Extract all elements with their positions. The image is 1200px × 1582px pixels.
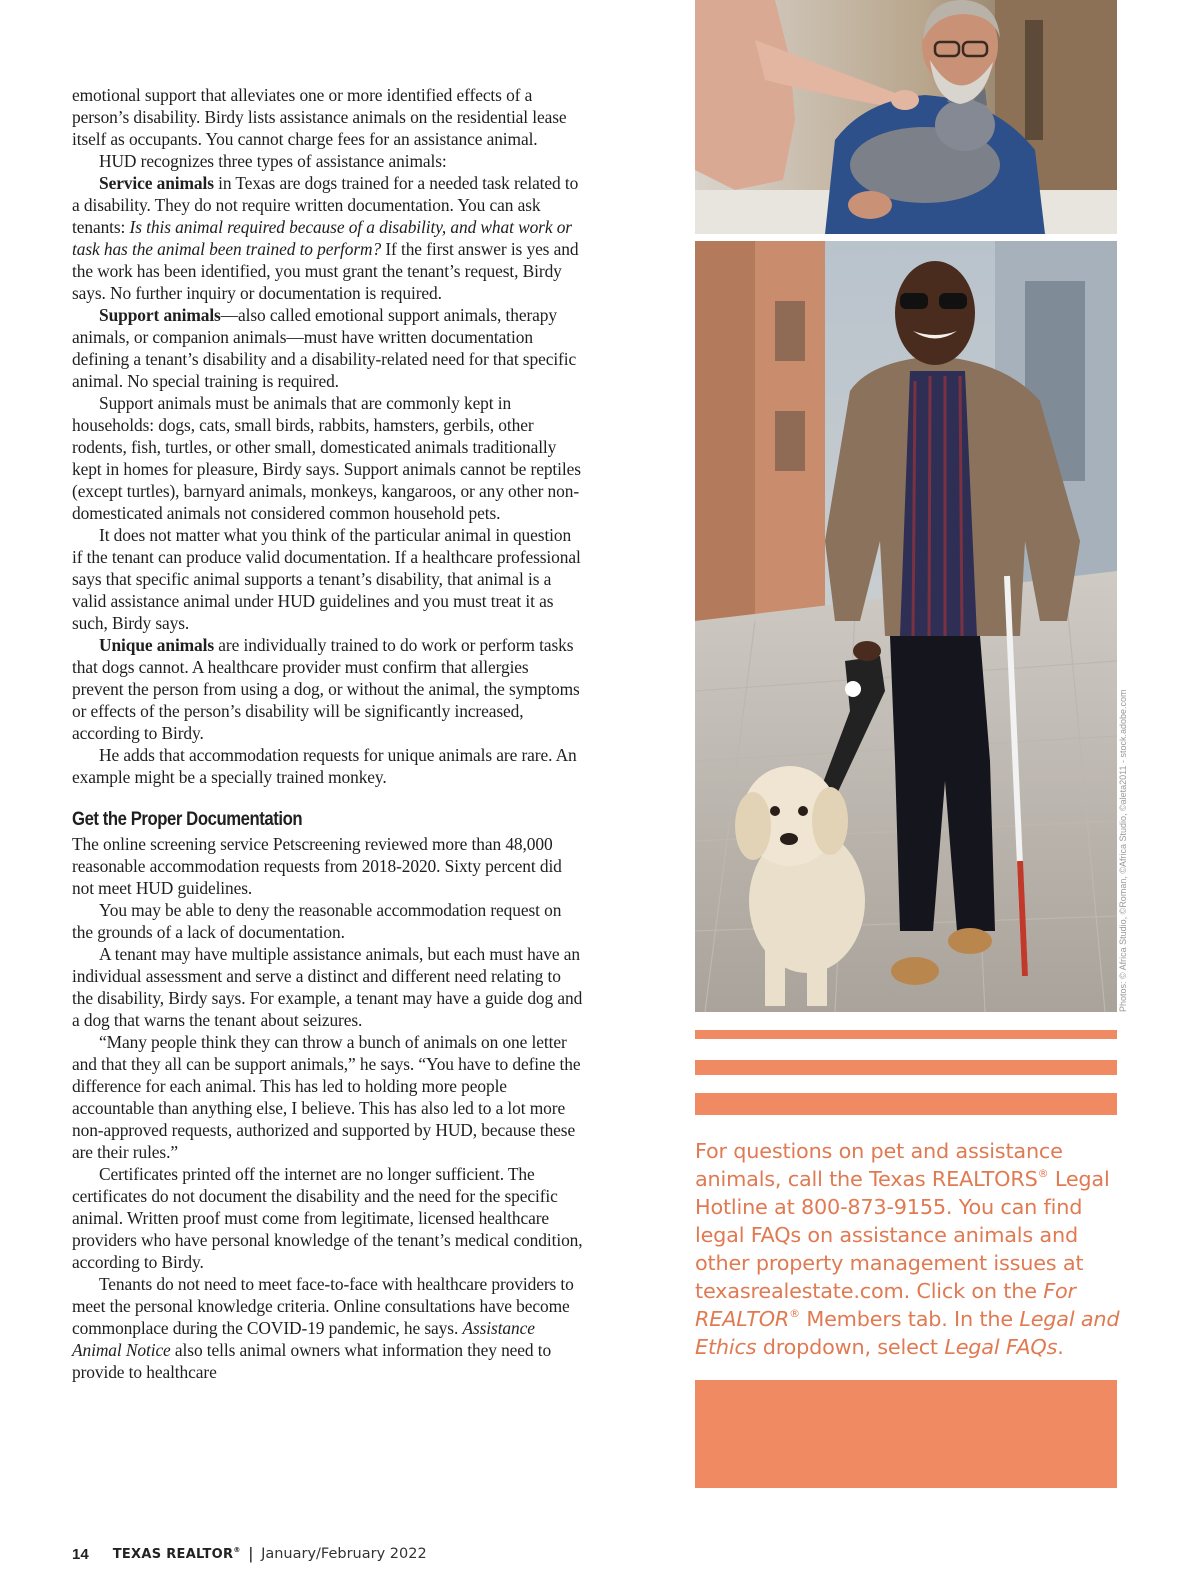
- paragraph: The online screening service Petscreening reviewed more than 48,000 reasonable accommodation requests from 2018-2020. Sixty percent did not meet HUD guidelines.: [72, 834, 562, 898]
- paragraph: Support animals must be animals that are commonly kept in households: dogs, cats, small birds, rabbits, hamsters, gerbils, other rodents, fish, turtles, or other small, domesticated animals traditionally kept in homes for pleasure, Birdy says. Support animals cannot be reptiles (except turtles), barnyard animals, monkeys, kangaroos, or any other non-domesticated animals not considered common household pets.: [72, 393, 581, 523]
- accent-block: [695, 1380, 1117, 1488]
- support-animals-term: Support animals: [99, 305, 221, 325]
- paragraph: Unique animals are individually trained to do work or perform tasks that dogs cannot. A healthcare provider must confirm that allergies prevent the person from using a dog, or without the animal, the symptoms or effects of the person’s disability will be significantly increased, according to Birdy.: [72, 635, 580, 743]
- photo-man-with-guide-dog: [695, 241, 1117, 1012]
- photo-man-with-cat: [695, 0, 1117, 234]
- footer-separator: |: [248, 1544, 254, 1563]
- legal-hotline-callout: For questions on pet and assistance animals, call the Texas REALTORS® Legal Hotline at 800-873-9155. You can find legal FAQs on assistance animals and other property management issues at texasrealestate.com. Click on the For REALTOR® Members tab. In the Legal and Ethics dropdown, select Legal FAQs.: [695, 1139, 1120, 1359]
- paragraph: A tenant may have multiple assistance animals, but each must have an individual assessment and serve a distinct and different need relating to the disability, Birdy says. For example, a tenant may have a guide dog and a dog that warns the tenant about seizures.: [72, 944, 583, 1030]
- paragraph: Support animals—also called emotional support animals, therapy animals, or companion animals—must have written documentation defining a tenant’s disability and a disability-related need for that specific animal. No special training is required.: [72, 305, 577, 391]
- paragraph: He adds that accommodation requests for unique animals are rare. An example might be a specially trained monkey.: [72, 745, 577, 787]
- paragraph: Tenants do not need to meet face-to-face with healthcare providers to meet the personal knowledge criteria. Online consultations have become commonplace during the COVID-19 pandemic, he says. Assistance Animal Notice also tells animal owners what information they need to provide to healthcare: [72, 1274, 574, 1382]
- paragraph: You may be able to deny the reasonable accommodation request on the grounds of a lack of documentation.: [72, 900, 562, 942]
- notice-title: Assistance Animal Notice: [72, 1318, 535, 1360]
- magazine-name: TEXAS REALTOR®: [112, 1546, 241, 1562]
- article-body: [72, 84, 584, 1383]
- paragraph: emotional support that alleviates one or more identified effects of a person’s disability. Birdy lists assistance animals on the residential lease itself as occupants. You cannot charge fees for an assistance animal.: [72, 85, 567, 149]
- paragraph: “Many people think they can throw a bunch of animals on one letter and that they all can be support animals,” he says. “You have to define the difference for each animal. This has led to holding more people accountable than anything else, I believe. This has also led to a lot more non-approved requests, authorized and supported by HUD, because these are their rules.”: [72, 1032, 581, 1162]
- paragraph: Certificates printed off the internet are no longer sufficient. The certificates do not document the disability and the need for the specific animal. Written proof must come from legitimate, licensed healthcare providers who have personal knowledge of the tenant’s medical condition, according to Birdy.: [72, 1164, 583, 1272]
- page-number: 14: [72, 1545, 89, 1563]
- accent-stripe: [695, 1060, 1117, 1075]
- paragraph: It does not matter what you think of the particular animal in question if the tenant can produce valid documentation. If a healthcare professional says that specific animal supports a tenant’s disability, that animal is a valid assistance animal under HUD guidelines and you must treat it as such, Birdy says.: [72, 525, 581, 633]
- photo-credit: Photos: © Africa Studio, ©Roman, ©Africa Studio, ©aleta2011 - stock.adobe.com: [1118, 689, 1128, 1012]
- issue-date: January/February 2022: [261, 1546, 427, 1562]
- paragraph: HUD recognizes three types of assistance animals:: [99, 151, 447, 171]
- page-footer: [72, 1544, 427, 1564]
- unique-animals-term: Unique animals: [99, 635, 215, 655]
- accent-stripe: [695, 1030, 1117, 1039]
- section-heading: Get the Proper Documentation: [72, 809, 303, 830]
- question-text: Is this animal required because of a disability, and what work or task has the animal been trained to perform?: [72, 217, 572, 259]
- service-animals-term: Service animals: [99, 173, 214, 193]
- accent-stripe: [695, 1093, 1117, 1115]
- paragraph: Service animals in Texas are dogs trained for a needed task related to a disability. They do not require written documentation. You can ask tenants: Is this animal required because of a disability, and what work or task has the animal been trained to perform? If the first answer is yes and the work has been identified, you must grant the tenant’s request, Birdy says. No further inquiry or documentation is required.: [72, 173, 579, 303]
